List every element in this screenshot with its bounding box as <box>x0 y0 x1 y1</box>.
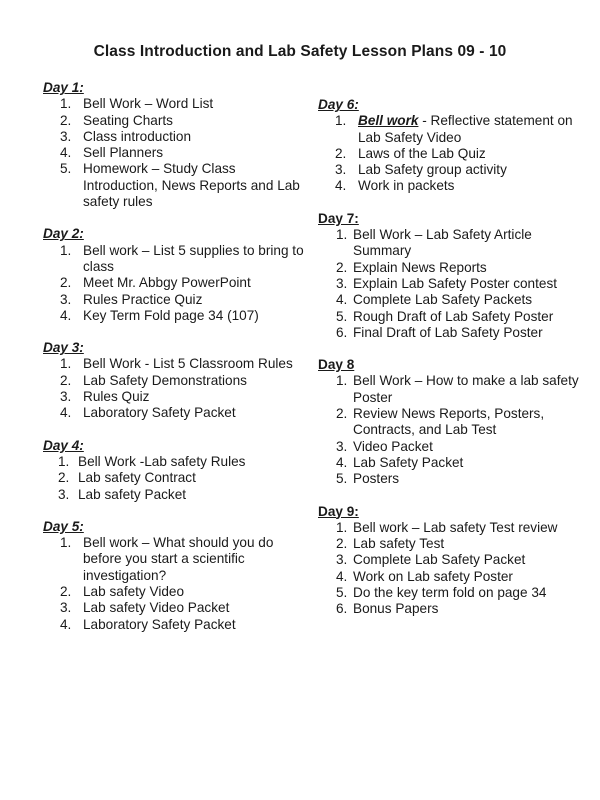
day-1-heading: Day 1: <box>43 80 84 95</box>
list-item: 4. Key Term Fold page 34 (107) <box>60 307 259 323</box>
list-item: 3. Rules Quiz <box>60 389 150 405</box>
day-7-section <box>318 211 580 341</box>
list-item: 2. Lab Safety Demonstrations <box>60 372 247 388</box>
list-item: 4. Work in packets <box>335 178 455 194</box>
right-column <box>318 97 580 634</box>
list-item: 2. Laws of the Lab Quiz <box>335 145 486 161</box>
list-item: 2. Lab safety Video <box>60 584 185 600</box>
list-item: 1. Bell Work – Word List <box>60 96 214 112</box>
day-3-list <box>43 356 305 421</box>
list-item: 1. Bell Work – How to make a lab safety Poster <box>336 373 579 405</box>
day-9-section <box>318 504 580 618</box>
day-7-heading: Day 7: <box>318 210 359 226</box>
day-8-heading: Day 8 <box>318 357 355 373</box>
list-item: 3. Class introduction <box>60 128 192 144</box>
day-2-heading: Day 2: <box>43 226 84 242</box>
day-2-list <box>43 243 305 324</box>
list-item: 3. Video Packet <box>336 438 433 454</box>
list-item: 3. Rules Practice Quiz <box>60 291 203 307</box>
day-1-section <box>43 80 305 210</box>
list-item: 4. Complete Lab Safety Packets <box>336 292 533 308</box>
list-item: 1. Bell Work – Lab Safety Article Summary <box>336 227 532 259</box>
list-item: 3. Complete Lab Safety Packet <box>336 552 526 568</box>
day-7-list <box>318 227 580 341</box>
list-item: 2. Seating Charts <box>60 112 173 128</box>
list-item: 5. Do the key term fold on page 34 <box>336 585 547 601</box>
day-5-list <box>43 535 305 633</box>
day-2-section <box>43 226 305 324</box>
left-column <box>43 80 305 649</box>
list-item: 1. Bell work – Lab safety Test review <box>336 519 558 535</box>
list-item: 3. Lab Safety group activity <box>335 162 507 178</box>
document-title: Class Introduction and Lab Safety Lesson Plans 09 - 10 <box>93 43 507 60</box>
list-item: 4. Work on Lab safety Poster <box>336 568 513 584</box>
list-item: 4. Laboratory Safety Packet <box>60 405 236 421</box>
list-item: 4. Laboratory Safety Packet <box>60 616 236 632</box>
day-6-heading: Day 6: <box>318 97 359 112</box>
bell-work-emphasis: Bell work <box>358 113 419 129</box>
list-item: 3. Explain Lab Safety Poster contest <box>336 275 558 291</box>
day-1-list <box>43 96 305 210</box>
list-item: 6. Final Draft of Lab Safety Poster <box>336 324 543 340</box>
day-5-section <box>43 519 305 633</box>
day-8-list <box>318 373 580 487</box>
list-item: 3. Lab safety Packet <box>58 486 187 502</box>
list-item: 1. Bell work – What should you do before you start a scientific investigation? <box>60 535 274 583</box>
day-4-heading: Day 4: <box>43 437 84 453</box>
list-item: 2. Explain News Reports <box>336 259 487 275</box>
list-item: 5. Rough Draft of Lab Safety Poster <box>336 308 554 324</box>
list-item: 2. Review News Reports, Posters, Contracts, and Lab Test <box>336 406 545 438</box>
day-9-list <box>318 520 580 618</box>
day-3-heading: Day 3: <box>43 340 84 356</box>
day-9-heading: Day 9: <box>318 503 359 519</box>
list-item: 4. Lab Safety Packet <box>336 454 464 470</box>
list-item: 1. Bell work - Reflective statement on Lab Safety Video <box>335 113 573 145</box>
list-item: 1. Bell Work - List 5 Classroom Rules <box>60 356 293 372</box>
day-3-section <box>43 340 305 421</box>
day-8-section <box>318 357 580 487</box>
list-item: 3. Lab safety Video Packet <box>60 600 230 616</box>
list-item: 5. Posters <box>336 471 400 487</box>
day-5-heading: Day 5: <box>43 518 84 534</box>
day-6-section <box>318 97 580 195</box>
list-item: 2. Lab safety Test <box>336 536 445 552</box>
day-4-section <box>43 438 305 503</box>
list-item: 5. Homework – Study Class Introduction, News Reports and Lab safety rules <box>60 161 300 210</box>
day-4-list <box>43 454 305 503</box>
list-item: 2. Meet Mr. Abbgy PowerPoint <box>60 275 251 291</box>
list-item: 1. Bell Work -Lab safety Rules <box>58 453 246 469</box>
list-item: 2. Lab safety Contract <box>58 470 196 486</box>
list-item: 1. Bell work – List 5 supplies to bring to class <box>60 242 304 274</box>
day-6-list <box>318 113 580 194</box>
list-item: 6. Bonus Papers <box>336 601 439 617</box>
list-item: 4. Sell Planners <box>60 145 164 161</box>
